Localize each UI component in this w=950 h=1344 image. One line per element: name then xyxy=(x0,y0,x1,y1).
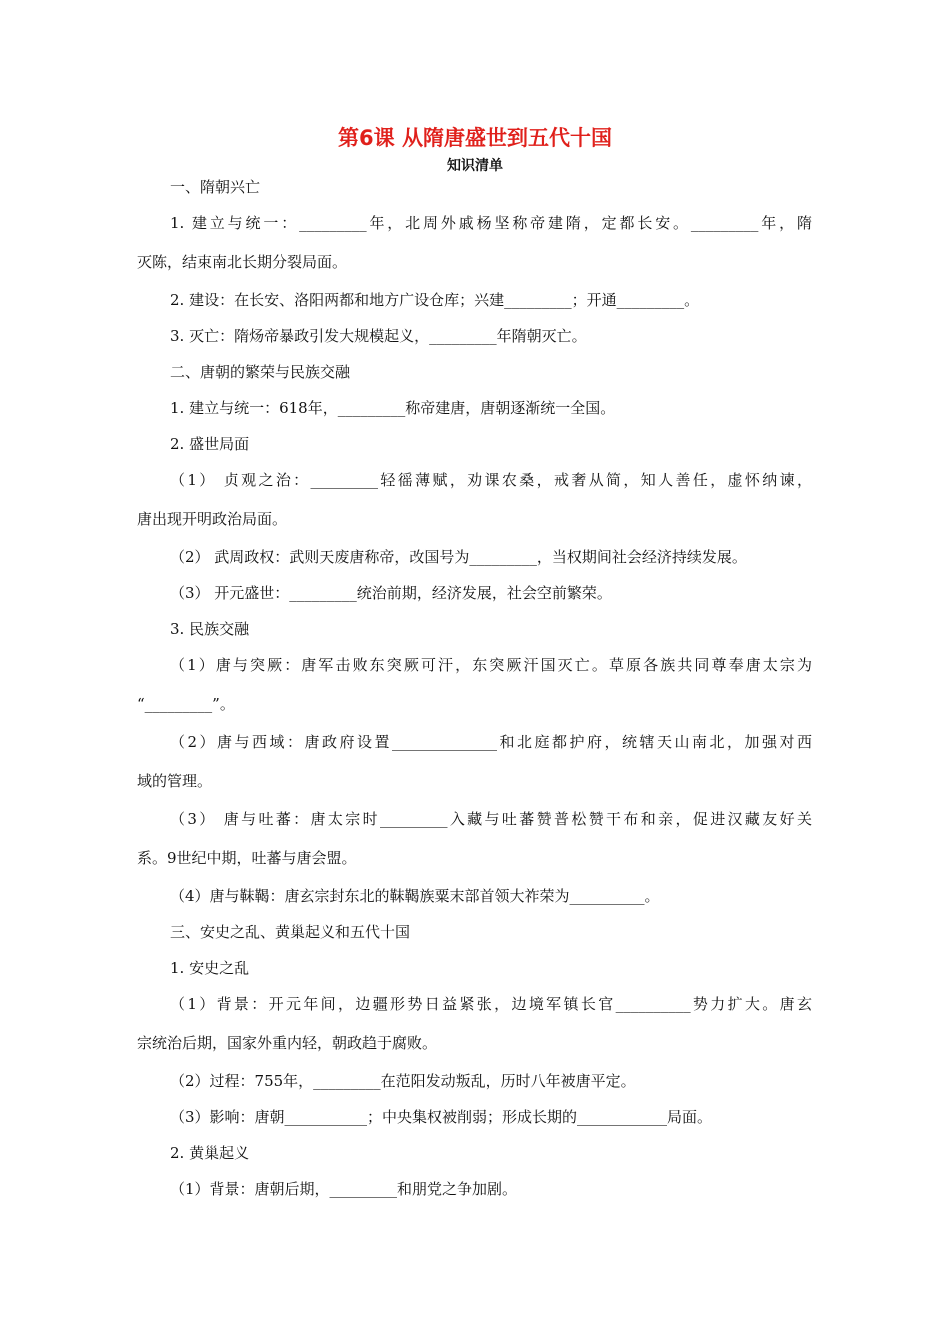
text-line: （3） 开元盛世：_________统治前期，经济发展，社会空前繁荣。 xyxy=(170,584,612,602)
text-line: 3. 民族交融 xyxy=(170,620,250,638)
text-line: 2. 建设：在长安、洛阳两都和地方广设仓库；兴建_________；开通_________。 xyxy=(170,291,700,309)
text-line: 1. 建立与统一：618年，_________称帝建唐，唐朝逐渐统一全国。 xyxy=(170,399,616,417)
text-line: 1. 建立与统一：_________年，北周外戚杨坚称帝建隋，定都长安。_________年，隋 xyxy=(170,214,812,232)
text-line: 域的管理。 xyxy=(137,772,213,790)
text-line: 一、隋朝兴亡 xyxy=(170,178,261,196)
text-line: 1. 安史之乱 xyxy=(170,959,250,977)
section-heading: 三、安史之乱、黄巢起义和五代十国 xyxy=(170,923,411,941)
text-line: 宗统治后期，国家外重内轻，朝政趋于腐败。 xyxy=(137,1034,438,1052)
text-line: 系。9世纪中期，吐蕃与唐会盟。 xyxy=(137,849,357,867)
text-line: （3） 唐与吐蕃：唐太宗时_________入藏与吐蕃赞普松赞干布和亲，促进汉藏友好关 xyxy=(170,810,812,828)
section-heading: 二、唐朝的繁荣与民族交融 xyxy=(170,363,351,381)
text-line: （1）唐与突厥：唐军击败东突厥可汗，东突厥汗国灭亡。草原各族共同尊奉唐太宗为 xyxy=(170,656,812,674)
text-line: （1）背景：唐朝后期，_________和朋党之争加剧。 xyxy=(170,1180,518,1198)
text-line: 灭陈，结束南北长期分裂局面。 xyxy=(137,253,348,271)
text-line: 唐出现开明政治局面。 xyxy=(137,510,288,528)
text-line: （1）背景：开元年间，边疆形势日益紧张，边境军镇长官__________势力扩大。唐玄 xyxy=(170,995,812,1013)
text-line: 2. 黄巢起义 xyxy=(170,1144,250,1162)
text-line: （2）过程：755年，_________在范阳发动叛乱，历时八年被唐平定。 xyxy=(170,1072,636,1090)
page-title: 第6课 从隋唐盛世到五代十国 xyxy=(338,126,612,150)
text-line: 3. 灭亡：隋炀帝暴政引发大规模起义，_________年隋朝灭亡。 xyxy=(170,327,587,345)
text-line: （1） 贞观之治：_________轻徭薄赋，劝课农桑，戒奢从简，知人善任，虚怀纳谏， xyxy=(170,471,812,489)
text-line: （2）唐与西域：唐政府设置______________和北庭都护府，统辖天山南北，加强对西 xyxy=(170,733,812,751)
text-line: （3）影响：唐朝___________；中央集权被削弱；形成长期的____________局面。 xyxy=(170,1108,713,1126)
text-line: （4）唐与靺鞨：唐玄宗封东北的靺鞨族粟末部首领大祚荣为__________。 xyxy=(170,887,660,905)
text-line: 2. 盛世局面 xyxy=(170,435,250,453)
text-line: （2） 武周政权：武则天废唐称帝，改国号为_________，当权期间社会经济持续发展。 xyxy=(170,548,747,566)
page-subtitle: 知识清单 xyxy=(447,158,503,174)
text-line: “_________”。 xyxy=(137,695,235,713)
